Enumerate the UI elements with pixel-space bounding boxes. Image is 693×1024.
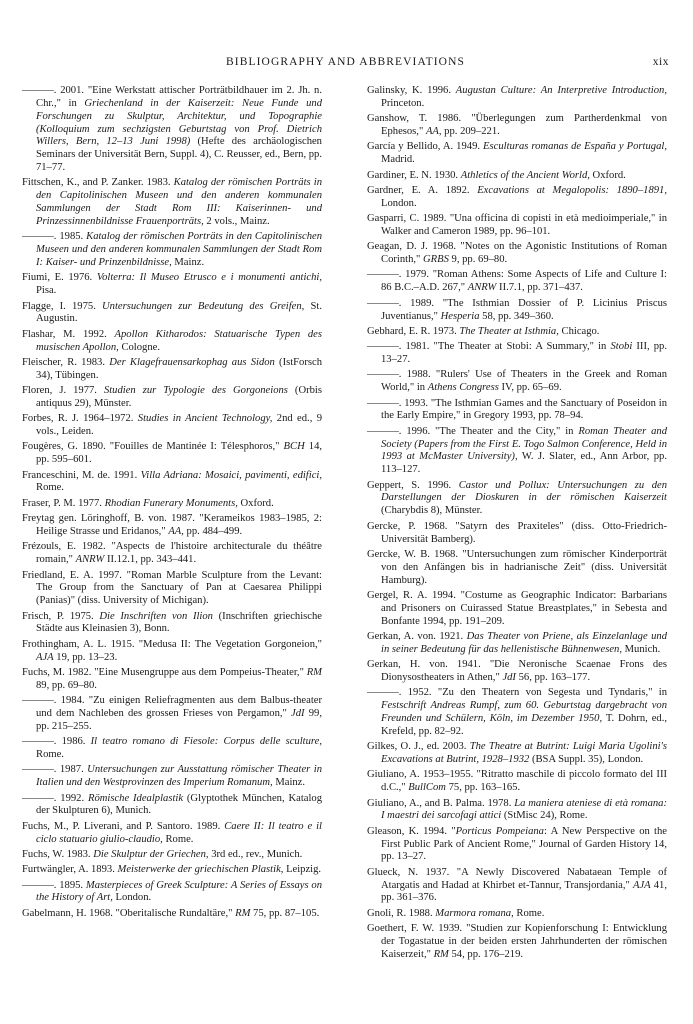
entry-text: Fleischer, R. 1983. bbox=[22, 356, 110, 368]
entry-text: Ganshow, T. 1986. "Überlegungen zum Partherdenkmal von Ephesos," bbox=[367, 113, 667, 138]
bibliography-entry bbox=[22, 611, 322, 637]
entry-text: 58, pp. 349–360. bbox=[479, 310, 554, 322]
entry-text: Geppert, S. 1996. bbox=[367, 479, 459, 491]
entry-text: ———. 1987. bbox=[22, 764, 88, 776]
entry-title: Festschrift Andreas Rumpf, zum 60. Geburtstag dargebracht von Freunden und Schülern, Köln, im Dezember 1950, bbox=[381, 700, 667, 724]
bibliography-entry bbox=[22, 272, 322, 298]
entry-text: London. bbox=[381, 197, 417, 209]
entry-title: RM bbox=[306, 666, 322, 678]
entry-text: Floren, J. 1977. bbox=[22, 385, 104, 397]
bibliography-entry bbox=[367, 113, 667, 139]
entry-text: Gercke, P. 1968. "Satyrn des Praxiteles" (diss. Otto-Friedrich-Universität Bamberg). bbox=[367, 520, 667, 545]
entry-title: Il teatro romano di Fiesole: Corpus delle sculture, bbox=[90, 736, 322, 748]
bibliography-entry bbox=[22, 667, 322, 693]
entry-text: pp. 484–499. bbox=[183, 526, 243, 537]
bibliography-entry bbox=[367, 426, 667, 477]
entry-text: Pisa. bbox=[36, 285, 57, 297]
entry-title: AA, bbox=[168, 526, 184, 537]
bibliography-entry bbox=[22, 764, 322, 790]
entry-text: 54, pp. 176–219. bbox=[448, 948, 524, 960]
entry-text: III, pp. 13–27. bbox=[381, 341, 667, 366]
entry-title: JdI bbox=[502, 671, 516, 683]
bibliography-entry bbox=[367, 369, 667, 395]
bibliography-entry bbox=[22, 541, 322, 567]
entry-title: RM bbox=[235, 907, 251, 919]
bibliography-entry bbox=[22, 357, 322, 383]
entry-text: II.7.1, pp. 371–437. bbox=[496, 282, 583, 294]
bibliography-entry bbox=[367, 269, 667, 295]
entry-text: ———. 1979. "Roman Athens: Some Aspects of Life and Culture I: 86 B.C.–A.D. 267," bbox=[367, 269, 667, 294]
entry-text: : A New Perspective on the First Public Park of Ancient Rome," Journal of Garden History 14, pp. 13–27. bbox=[381, 825, 667, 863]
entry-text: Gerkan, H. von. 1941. "Die Neronische Scaenae Frons des Dionysostheaters in Athen," bbox=[367, 659, 667, 683]
bibliography-entry bbox=[367, 867, 667, 906]
entry-text: García y Bellido, A. 1949. bbox=[367, 141, 484, 153]
entry-title: AA, bbox=[425, 126, 442, 138]
entry-text: Rome. bbox=[36, 749, 64, 760]
bibliography-entry bbox=[22, 864, 322, 877]
entry-title: Hesperia bbox=[440, 310, 480, 322]
bibliography-entry bbox=[22, 736, 322, 762]
entry-text: Munich. bbox=[621, 643, 661, 655]
bibliography-entry bbox=[22, 441, 322, 467]
entry-text: Giuliano, A., and B. Palma. 1978. bbox=[367, 797, 515, 809]
entry-title: La maniera ateniese di età romana: I maestri dei sarcofagi attici bbox=[381, 797, 667, 822]
entry-text: Fraser, P. M. 1977. bbox=[22, 497, 105, 509]
entry-title: Augustan Culture: An Interpretive Introduction, bbox=[455, 85, 667, 96]
entry-text: 89, pp. 69–80. bbox=[36, 679, 97, 691]
bibliography-entry bbox=[367, 170, 667, 183]
entry-text: ———. 1988. "Rulers' Use of Theaters in the Greek and Roman World," in bbox=[367, 369, 667, 394]
entry-title: Stobi bbox=[610, 341, 633, 353]
entry-title: AJA bbox=[36, 651, 54, 663]
entry-title: Studien zur Typologie des Gorgoneions bbox=[103, 385, 288, 397]
bibliography-entry bbox=[367, 659, 667, 685]
entry-text: 2 vols., Mainz. bbox=[203, 215, 270, 227]
bibliography-column-left bbox=[22, 85, 322, 923]
entry-text: Goethert, F. W. 1939. "Studien zur Kopienforschung I: Entwicklung der Togastatue in der beiden ersten Jahrhunderten der römischen Kaiserzeit," bbox=[367, 923, 667, 960]
entry-text: Cologne. bbox=[118, 341, 160, 353]
entry-text: Flashar, M. 1992. bbox=[22, 328, 115, 340]
entry-text: Fuchs, M. 1982. "Eine Musengruppe aus dem Pompeius-Theater," bbox=[22, 666, 307, 678]
entry-text: Geagan, D. J. 1968. "Notes on the Agonistic Institutions of Roman Corinth," bbox=[367, 241, 667, 266]
bibliography-entry bbox=[367, 141, 667, 167]
bibliography-entry bbox=[22, 821, 322, 847]
entry-title: BullCom bbox=[408, 782, 446, 794]
entry-title: Esculturas romanas de España y Portugal, bbox=[483, 141, 667, 153]
bibliography-entry bbox=[367, 741, 667, 767]
entry-text: 2nd ed., 9 vols., Leiden. bbox=[36, 413, 323, 438]
bibliography-entry bbox=[22, 413, 322, 439]
page-number: xix bbox=[652, 56, 669, 68]
entry-text: Rome. bbox=[36, 482, 64, 494]
entry-text: (Charybdis 8), Münster. bbox=[381, 505, 483, 517]
entry-text: 75, pp. 87–105. bbox=[250, 907, 320, 919]
entry-text: ———. 1895. bbox=[22, 879, 86, 891]
entry-title: Katalog der römischen Porträts in den Capitolinischen Museen und den anderen kommunalen Sammlungen der Stadt Rom I: Kaiser- und Prinzenbildnisse, bbox=[36, 231, 323, 268]
entry-text: 19, pp. 13–23. bbox=[53, 651, 118, 663]
entry-title: BCH bbox=[283, 441, 305, 453]
entry-text: (BSA Suppl. 35), London. bbox=[529, 754, 644, 765]
entry-text: (Orbis antiquus 29), Münster. bbox=[36, 385, 322, 409]
entry-text: ———. 1986. bbox=[22, 736, 91, 748]
entry-text: (IstForsch 34), Tübingen. bbox=[36, 356, 323, 381]
entry-title: Marmora romana, bbox=[435, 907, 514, 919]
bibliography-entry bbox=[367, 631, 667, 657]
entry-text: ———. 1984. "Zu einigen Reliefragmenten aus dem Balbus-theater und dem Nachleben des grossen Frieses von Pergamon," bbox=[22, 695, 322, 719]
bibliography-entry bbox=[367, 769, 667, 795]
bibliography-entry bbox=[367, 85, 667, 111]
entry-text: Gerkan, A. von. 1921. bbox=[367, 630, 467, 642]
entry-title: Villa Adriana: Mosaici, pavimenti, edifici, bbox=[140, 469, 322, 481]
entry-text: ———. 1996. "The Theater and the City," in bbox=[367, 425, 579, 437]
entry-title: Das Theater von Priene, als Einzelanlage und in seiner Bedeutung für das hellenistische Bühnenwesen, bbox=[381, 630, 667, 655]
entry-text: 75, pp. 163–165. bbox=[445, 782, 521, 794]
entry-title: Untersuchungen zur Ausstattung römischer Theater in Italien und den Westprovinzen des Imperium Romanum, bbox=[36, 764, 322, 789]
entry-text: Mainz. bbox=[272, 777, 306, 789]
bibliography-entry bbox=[22, 570, 322, 609]
bibliography-entry bbox=[367, 521, 667, 547]
entry-text: Frézouls, E. 1982. "Aspects de l'histoire architecturale du théâtre romain," bbox=[22, 541, 322, 566]
entry-text: Forbes, R. J. 1964–1972. bbox=[22, 413, 138, 425]
entry-title: Der Klagefrauensarkophag aus Sidon bbox=[109, 356, 275, 368]
entry-text: ———. 1992. bbox=[22, 792, 88, 804]
entry-text: Frisch, P. 1975. bbox=[22, 610, 100, 622]
entry-text: Madrid. bbox=[381, 154, 415, 166]
entry-text: 99, pp. 215–255. bbox=[36, 707, 322, 732]
entry-text: 41, pp. 361–376. bbox=[381, 879, 667, 904]
entry-title: RM bbox=[433, 948, 449, 960]
bibliography-entry bbox=[367, 908, 667, 921]
entry-text: Fuchs, M., P. Liverani, and P. Santoro. 1989. bbox=[22, 820, 225, 832]
entry-title: JdI bbox=[291, 707, 305, 719]
entry-title: Die Skulptur der Griechen, bbox=[93, 848, 209, 860]
entry-title: Athens Congress bbox=[427, 382, 499, 394]
entry-title: ANRW bbox=[75, 554, 105, 566]
entry-text: ———. 1952. "Zu den Theatern von Segesta und Tyndaris," in bbox=[367, 687, 667, 699]
entry-text: 3rd ed., rev., Munich. bbox=[208, 848, 303, 860]
entry-title: The Theater at Isthmia, bbox=[459, 325, 559, 337]
bibliography-entry bbox=[367, 298, 667, 324]
entry-text: Glueck, N. 1937. "A Newly Discovered Nabataean Temple of Atargatis and Hadad at Khirbet et-Tannur, Transjordania," bbox=[367, 866, 667, 891]
entry-title: ANRW bbox=[467, 282, 497, 294]
entry-title: Meisterwerke der griechischen Plastik, bbox=[117, 864, 284, 876]
bibliography-entry bbox=[22, 470, 322, 496]
entry-text: Gardiner, E. N. 1930. bbox=[367, 169, 461, 181]
entry-text: (Hefte des archäologischen Seminars der Universität Bern, Suppl. 4), C. Reusser, ed., Bern, pp. 71–77. bbox=[36, 136, 322, 174]
entry-text: Mainz. bbox=[171, 256, 205, 268]
entry-text: 9, pp. 69–80. bbox=[448, 254, 508, 266]
bibliography-entry bbox=[367, 590, 667, 629]
bibliography-entry bbox=[22, 498, 322, 511]
entry-text: IV, pp. 65–69. bbox=[498, 382, 562, 394]
entry-text: Rome. bbox=[513, 907, 545, 919]
entry-text: (Inschriften griechische Städte aus Kleinasien 3), Bonn. bbox=[36, 610, 322, 635]
entry-text: Fiumi, E. 1976. bbox=[22, 272, 97, 284]
bibliography-entry bbox=[22, 880, 322, 906]
entry-text: Gebhard, E. R. 1973. bbox=[367, 325, 460, 337]
entry-text: Furtwängler, A. 1893. bbox=[22, 864, 118, 876]
entry-title: Porticus Pompeiana bbox=[455, 825, 544, 837]
entry-text: ———. 2001. "Eine Werkstatt attischer Porträtbildhauer im 2. Jh. n. Chr.," in bbox=[22, 85, 322, 109]
entry-text: Franceschini, M. de. 1991. bbox=[22, 469, 141, 481]
bibliography-entry bbox=[367, 687, 667, 738]
entry-text: (Glyptothek München, Katalog der Skulpturen 6), Munich. bbox=[36, 792, 322, 817]
running-head: BIBLIOGRAPHY AND ABBREVIATIONS bbox=[226, 56, 465, 68]
entry-text: Oxford. bbox=[237, 497, 274, 509]
bibliography-entry bbox=[22, 793, 322, 819]
entry-text: Gleason, K. 1994. " bbox=[367, 825, 456, 837]
entry-text: (StMisc 24), Rome. bbox=[501, 810, 588, 822]
bibliography-entry bbox=[22, 85, 322, 175]
bibliography-entry bbox=[367, 398, 667, 424]
entry-title: Castor und Pollux: Untersuchungen zu den Darstellungen der Dioskuren in der römischen Kaiserzeit bbox=[381, 479, 667, 504]
entry-text: II.12.1, pp. 343–441. bbox=[104, 554, 197, 566]
entry-title: The Theatre at Butrint: Luigi Maria Ugolini's Excavations at Butrint, 1928–1932 bbox=[381, 741, 667, 765]
bibliography-entry bbox=[367, 549, 667, 588]
bibliography-entry bbox=[367, 480, 667, 519]
bibliography-entry bbox=[22, 849, 322, 862]
entry-text: Fougères, G. 1890. "Fouilles de Mantinée I: Télesphoros," bbox=[22, 441, 284, 453]
entry-title: Masterpieces of Greek Sculpture: A Series of Essays on the History of Art, bbox=[36, 879, 323, 904]
entry-text: pp. 209–221. bbox=[441, 126, 500, 138]
entry-text: Rome. bbox=[162, 833, 194, 845]
bibliography-entry bbox=[367, 826, 667, 865]
entry-title: Rhodian Funerary Monuments, bbox=[104, 497, 238, 509]
entry-text: Friedland, E. A. 1997. "Roman Marble Sculpture from the Levant: The Group from the Sanctuary of Pan at Caesarea Philippi (Panias)" (diss. University of Michigan). bbox=[22, 569, 322, 607]
entry-title: Apollon Kitharodos: Statuarische Typen des musischen Apollon, bbox=[36, 328, 322, 353]
bibliography-entry bbox=[367, 798, 667, 824]
entry-title: Excavations at Megalopolis: 1890–1891, bbox=[477, 184, 667, 196]
entry-text: Princeton. bbox=[381, 97, 425, 109]
entry-text: Galinsky, K. 1996. bbox=[367, 85, 456, 96]
bibliography-entry bbox=[367, 185, 667, 211]
bibliography-entry bbox=[367, 213, 667, 239]
entry-text: Giuliano, A. 1953–1955. "Ritratto maschile di piccolo formato del III d.C.," bbox=[367, 769, 667, 794]
bibliography-entry bbox=[367, 341, 667, 367]
entry-title: Studies in Ancient Technology, bbox=[137, 413, 273, 425]
bibliography-entry bbox=[22, 301, 322, 327]
entry-text: Fittschen, K., and P. Zanker. 1983. bbox=[22, 177, 174, 189]
entry-text: T. Dohrn, ed., Krefeld, pp. 82–92. bbox=[381, 712, 667, 737]
entry-text: 14, pp. 595–601. bbox=[36, 441, 323, 466]
entry-title: Römische Idealplastik bbox=[87, 792, 184, 804]
bibliography-entry bbox=[22, 695, 322, 734]
entry-text: Gabelmann, H. 1968. "Oberitalische Rundaltäre," bbox=[22, 907, 236, 919]
entry-text: Freytag gen. Löringhoff, B. von. 1987. "Kerameikos 1983–1985, 2: Heilige Strasse und Eridanos," bbox=[22, 513, 322, 537]
entry-title: Volterra: Il Museo Etrusco e i monumenti antichi, bbox=[96, 272, 322, 284]
entry-text: Gnoli, R. 1988. bbox=[367, 907, 436, 919]
entry-text: 56, pp. 163–177. bbox=[515, 671, 591, 683]
entry-text: London. bbox=[112, 892, 152, 904]
entry-text: Flagge, I. 1975. bbox=[22, 300, 103, 312]
bibliography-entry bbox=[22, 385, 322, 411]
entry-title: Die Inschriften von Ilion bbox=[99, 610, 213, 622]
entry-title: Griechenland in der Kaiserzeit: Neue Funde und Forschungen zu Skulptur, Architektur, und Topographie (Kolloquium zum sechzigsten Geburtstag von Prof. Dietrich Willers, Bern, 12–13 Juni 1998) bbox=[36, 97, 322, 148]
entry-title: Katalog der römischen Porträts in den Capitolinischen Museen und den anderen kommunalen Sammlungen der Stadt Rom III: Kaiserinnen- und Prinzessinnenbildnisse Frauenporträts, bbox=[36, 177, 322, 227]
entry-text: Oxford. bbox=[589, 169, 626, 181]
entry-text: Frothingham, A. L. 1915. "Medusa II: The Vegetation Gorgoneion," bbox=[22, 638, 322, 650]
bibliography-entry bbox=[22, 908, 322, 921]
entry-title: Roman Theater and Society (Papers from the First E. Togo Salmon Conference, Held in 1993 at McMaster University), bbox=[381, 425, 667, 463]
entry-text: Gergel, R. A. 1994. "Costume as Geographic Indicator: Barbarians and Prisoners on Cuirassed Statue Breastplates," in Sebesta and Bonfante 1994, pp. 191–209. bbox=[367, 589, 667, 627]
entry-text: Gardner, E. A. 1892. bbox=[367, 184, 478, 196]
entry-text: W. J. Slater, ed., Ann Arbor, pp. 113–127. bbox=[381, 451, 667, 476]
page-header bbox=[22, 56, 669, 74]
bibliography-entry bbox=[22, 639, 322, 665]
bibliography-entry bbox=[22, 231, 322, 270]
bibliography-entry bbox=[367, 326, 667, 339]
entry-text: ———. 1981. "The Theater at Stobi: A Summary," in bbox=[367, 341, 611, 353]
entry-text: St. Augustin. bbox=[36, 300, 322, 325]
entry-text: Fuchs, W. 1983. bbox=[22, 848, 94, 860]
entry-title: AJA bbox=[632, 879, 651, 891]
entry-title: GRBS bbox=[423, 254, 449, 266]
entry-title: Untersuchungen zur Bedeutung des Greifen, bbox=[102, 300, 305, 312]
entry-text: Gilkes, O. J., ed. 2003. bbox=[367, 741, 470, 753]
entry-text: Gasparri, C. 1989. "Una officina di copisti in età medioimperiale," in Walker and Cameron 1989, pp. 96–101. bbox=[367, 213, 667, 237]
entry-text: Leipzig. bbox=[283, 864, 322, 876]
bibliography-entry bbox=[22, 513, 322, 539]
bibliography-entry bbox=[367, 241, 667, 267]
bibliography-entry bbox=[22, 329, 322, 355]
entry-text: Gercke, W. B. 1968. "Untersuchungen zum römischer Kinderporträt von den Anfängen bis in hadrianische Zeit" (diss. Universität Hamburg). bbox=[367, 548, 667, 586]
entry-text: ———. 1989. "The Isthmian Dossier of P. Licinius Priscus Juventianus," bbox=[367, 297, 667, 322]
entry-title: Caere II: Il teatro e il ciclo statuario giulio-claudio, bbox=[36, 820, 322, 845]
entry-title: Athletics of the Ancient World, bbox=[460, 169, 590, 181]
entry-text: ———. 1985. bbox=[22, 231, 87, 243]
entry-text: ———. 1993. "The Isthmian Games and the Sanctuary of Poseidon in the Early Empire," in Gregory 1993, pp. 78–94. bbox=[367, 397, 667, 422]
bibliography-entry bbox=[22, 177, 322, 228]
bibliography-column-right bbox=[367, 85, 667, 964]
entry-text: Chicago. bbox=[558, 325, 600, 337]
bibliography-entry bbox=[367, 923, 667, 962]
